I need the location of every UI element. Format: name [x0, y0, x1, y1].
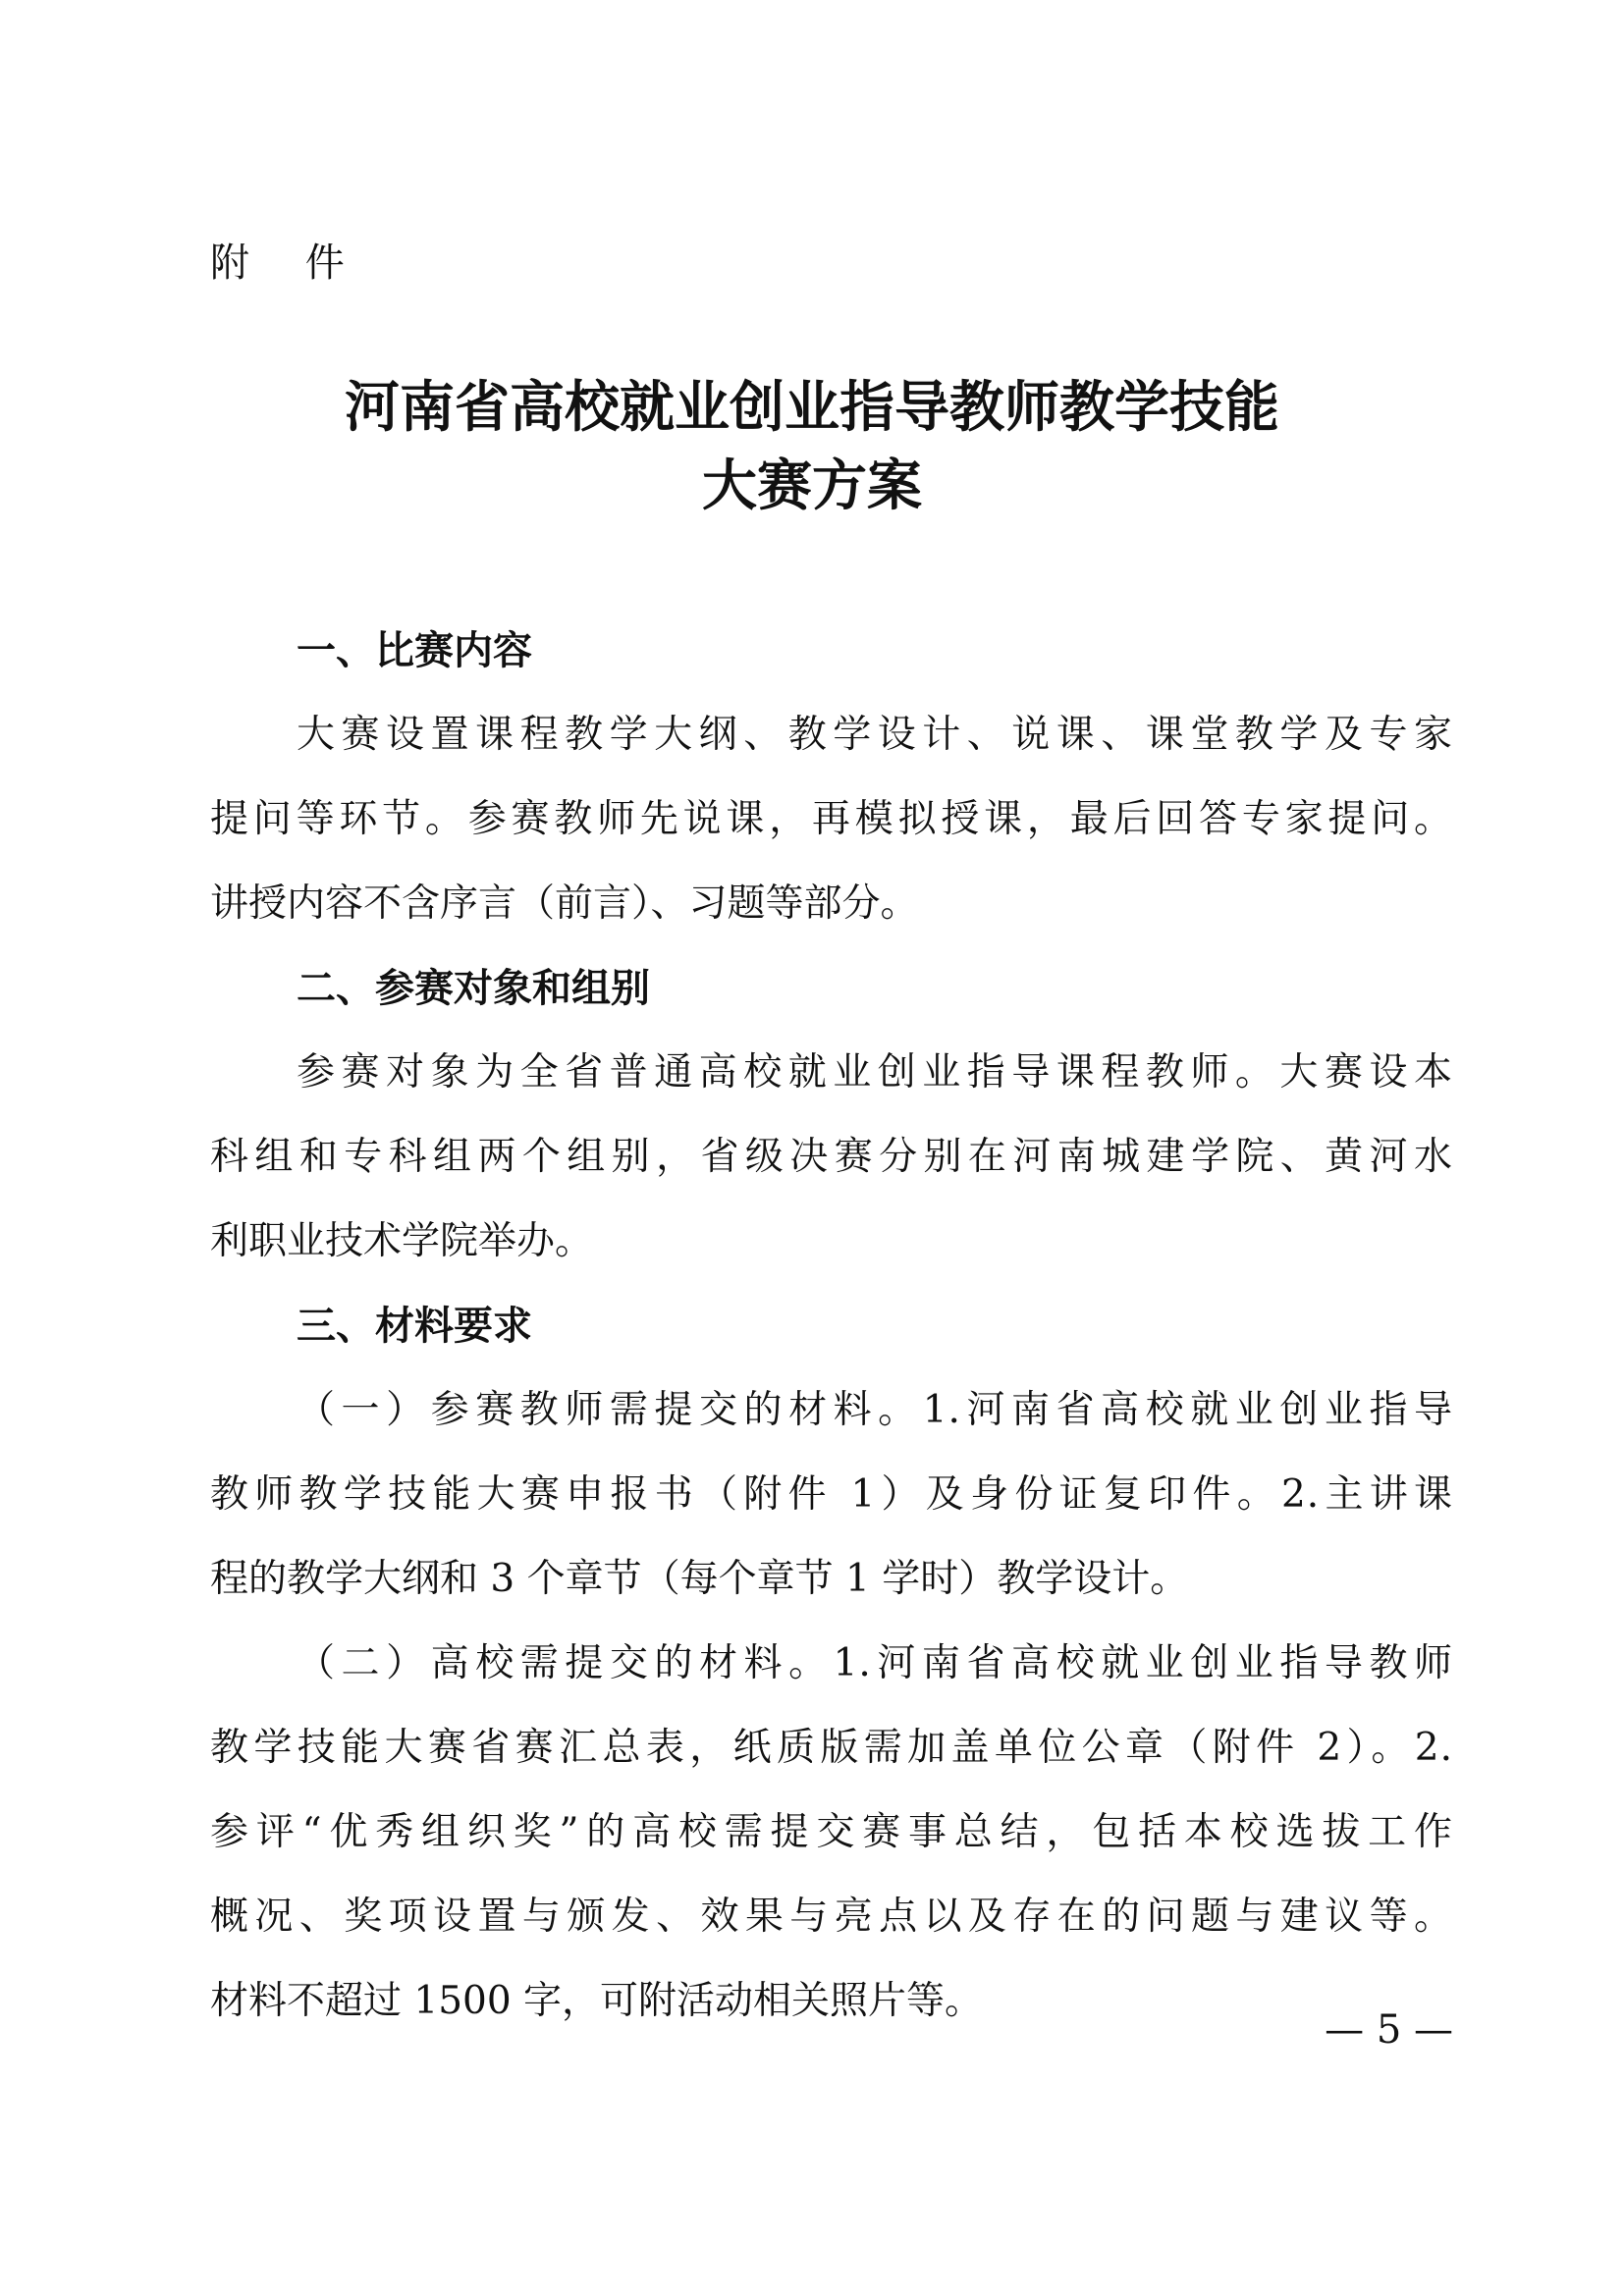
- document-body: [210, 609, 1453, 2044]
- paragraph-line: 材料不超过 1500 字，可附活动相关照片等。: [210, 1979, 984, 2023]
- paragraph-line: 提问等环节。参赛教师先说课，再模拟授课，最后回答专家提问。: [210, 797, 1453, 841]
- paragraph-line: 大赛设置课程教学大纲、教学设计、说课、课堂教学及专家: [297, 713, 1453, 757]
- paragraph-line: 讲授内容不含序言（前言）、习题等部分。: [210, 881, 919, 926]
- section-heading-1: 一、比赛内容: [297, 628, 532, 673]
- paragraph-line: 参赛对象为全省普通高校就业创业指导课程教师。大赛设本: [297, 1050, 1453, 1095]
- paragraph-line: 利职业技术学院举办。: [210, 1219, 594, 1263]
- page-number: — 5 —: [1325, 2007, 1453, 2053]
- paragraph-line: 程的教学大纲和 3 个章节（每个章节 1 学时）教学设计。: [210, 1557, 1189, 1601]
- section-heading-3: 三、材料要求: [297, 1304, 532, 1349]
- paragraph-line: 教师教学技能大赛申报书（附件 1）及身份证复印件。2.主讲课: [210, 1472, 1453, 1517]
- attachment-label: 附 件: [210, 240, 366, 286]
- paragraph-line: 教学技能大赛省赛汇总表，纸质版需加盖单位公章（附件 2）。2.: [210, 1726, 1453, 1770]
- title-line-1: 河南省高校就业创业指导教师教学技能: [345, 376, 1279, 440]
- document-title: [210, 369, 1414, 526]
- paragraph-line: 科组和专科组两个组别，省级决赛分别在河南城建学院、黄河水: [210, 1135, 1453, 1179]
- paragraph-line: 参评“优秀组织奖”的高校需提交赛事总结，包括本校选拔工作: [210, 1810, 1453, 1854]
- section-heading-2: 二、参赛对象和组别: [297, 966, 650, 1011]
- title-line-2: 大赛方案: [702, 454, 922, 518]
- paragraph-line: （一）参赛教师需提交的材料。1.河南省高校就业创业指导: [297, 1388, 1453, 1432]
- paragraph-line: 概况、奖项设置与颁发、效果与亮点以及存在的问题与建议等。: [210, 1895, 1453, 1939]
- paragraph-line: （二）高校需提交的材料。1.河南省高校就业创业指导教师: [297, 1641, 1453, 1685]
